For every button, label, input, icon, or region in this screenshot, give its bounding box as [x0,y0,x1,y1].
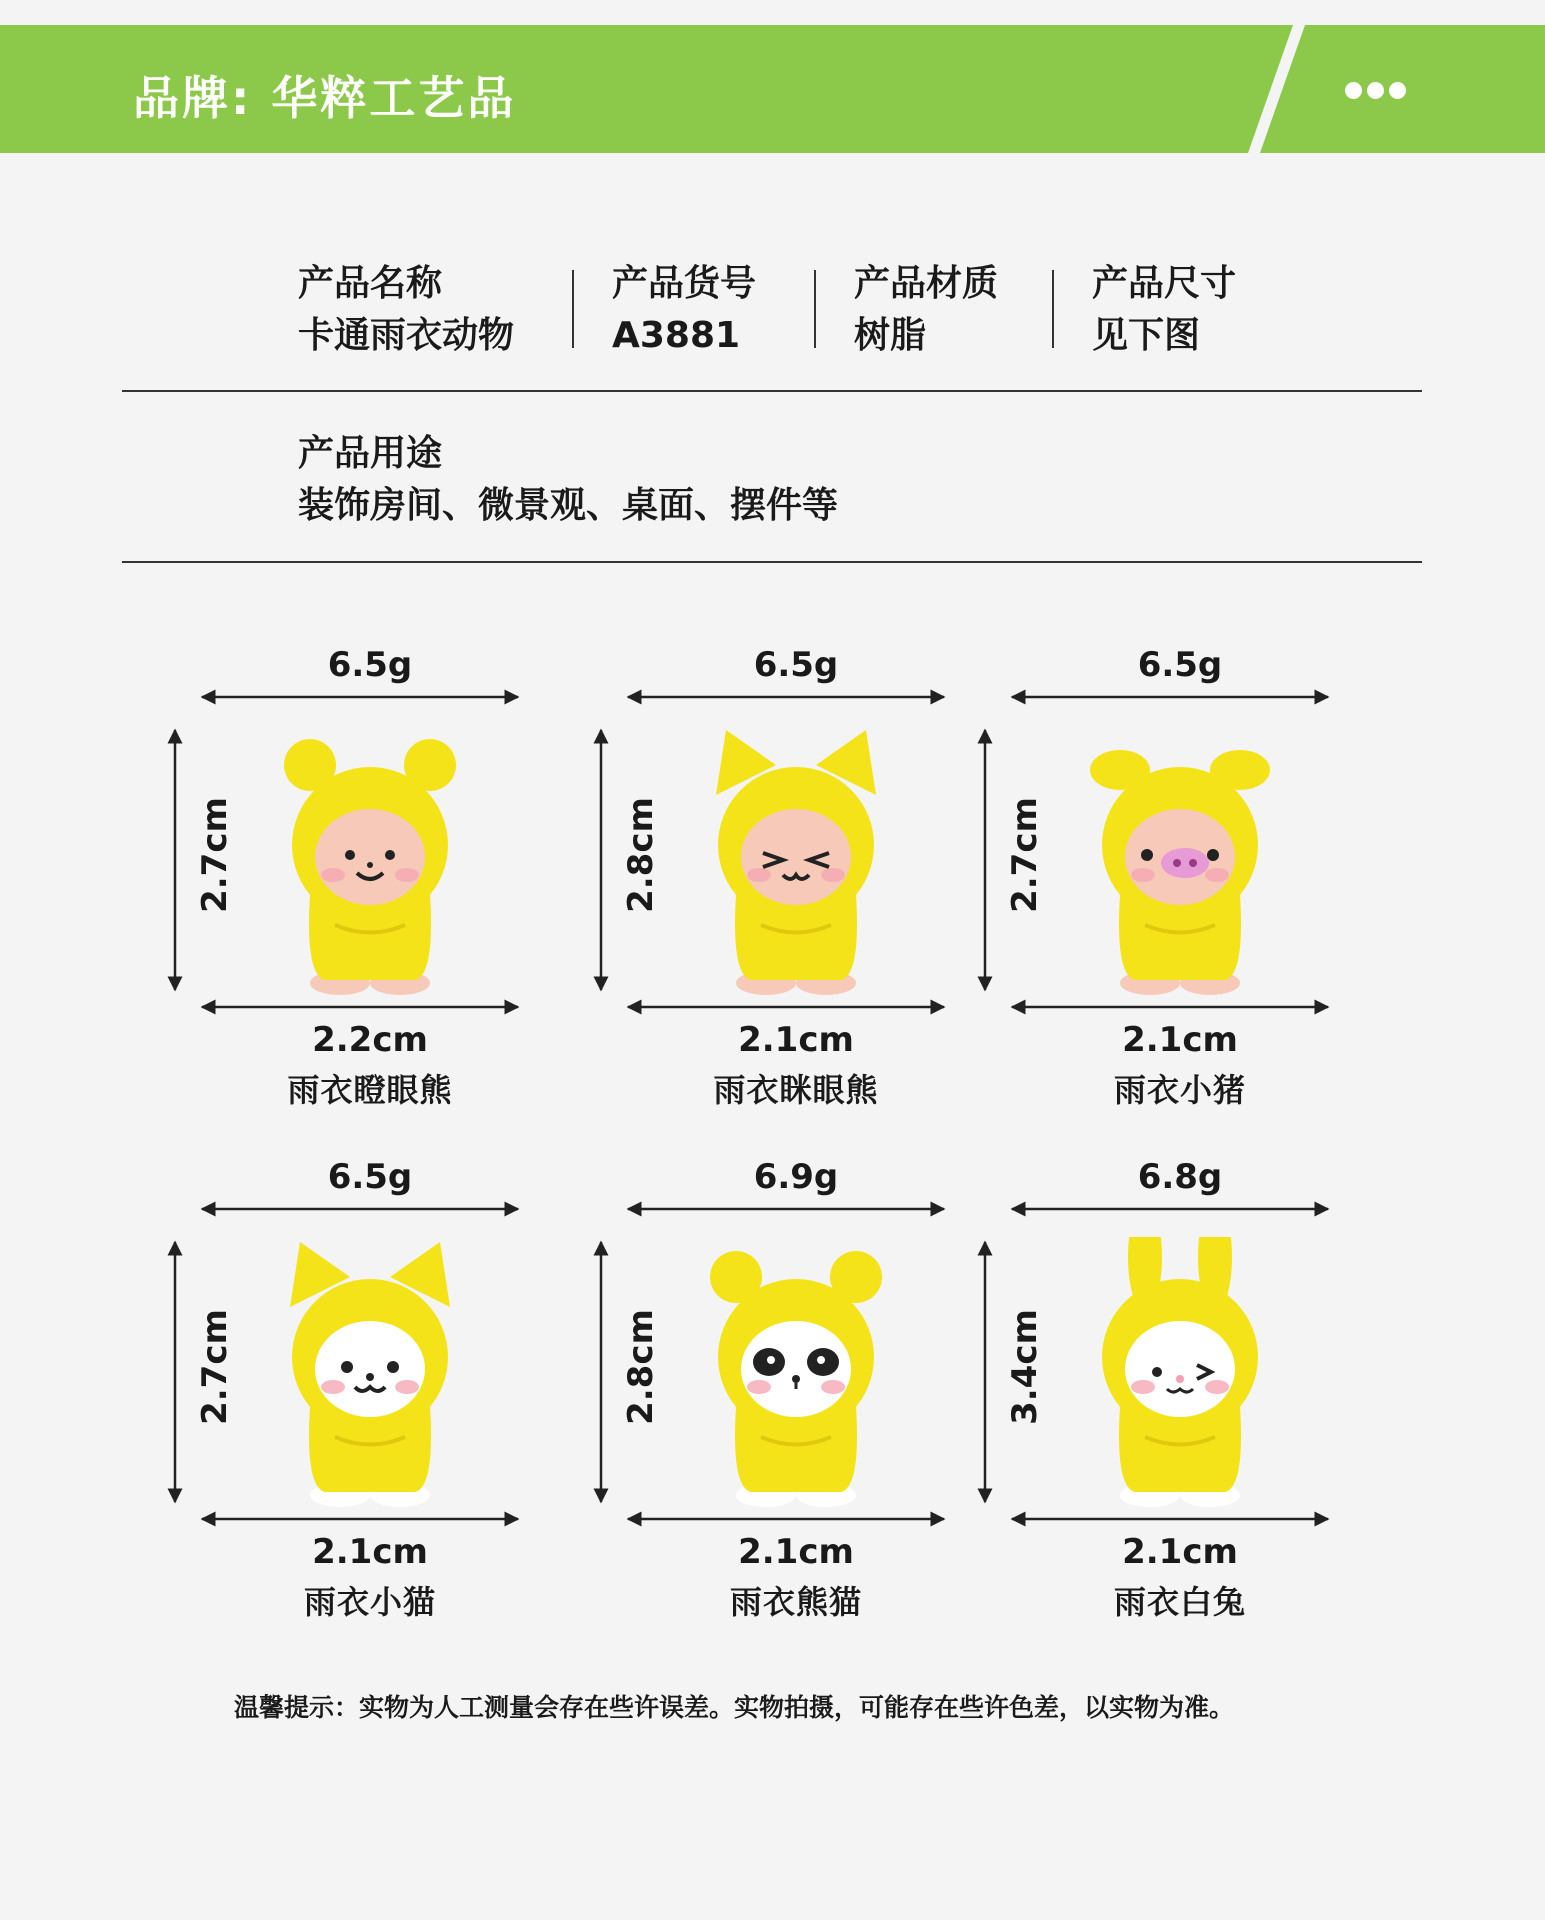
product-name: 雨衣小猫 [303,1583,436,1621]
spec-value: 卡通雨衣动物 [298,315,515,356]
spec-value: 树脂 [854,315,927,356]
product-name: 雨衣白兔 [1113,1583,1246,1621]
product-weight: 6.5g [327,645,413,685]
rabbit-figure [1075,1237,1285,1512]
product-weight: 6.5g [1137,645,1223,685]
divider [1052,270,1054,348]
spec-value: 见下图 [1092,315,1201,356]
product-card [195,1157,620,1667]
product-weight: 6.8g [1137,1157,1223,1197]
spec-code [612,258,756,362]
spec-label: 产品货号 [612,263,757,304]
product-width: 2.1cm [738,1532,854,1572]
spec-label: 产品尺寸 [1092,263,1237,304]
product-weight: 6.5g [327,1157,413,1197]
spec-name [298,258,514,362]
product-card [195,645,620,1155]
bear-squint-figure [691,725,901,1000]
cat-figure [265,1237,475,1512]
product-height: 2.8cm [621,797,661,913]
usage-label: 产品用途 [298,433,443,474]
product-card [1005,1157,1430,1667]
product-height: 2.7cm [1005,797,1045,913]
product-width: 2.1cm [738,1020,854,1060]
usage-value: 装饰房间、微景观、桌面、摆件等 [298,485,839,526]
bear-wide-eyes-figure [265,725,475,1000]
product-weight: 6.9g [753,1157,839,1197]
horizontal-rule [122,390,1422,392]
spec-label: 产品材质 [854,263,999,304]
disclaimer-note: 温馨提示：实物为人工测量会存在些许误差。实物拍摄，可能存在些许色差，以实物为准。 [234,1693,1235,1722]
product-height: 2.7cm [195,1309,235,1425]
brand-title: 品牌: 华粹工艺品 [133,71,517,125]
horizontal-rule [122,561,1422,563]
product-height: 3.4cm [1005,1309,1045,1425]
spec-material [854,258,998,362]
divider [572,270,574,348]
product-name: 雨衣瞪眼熊 [287,1071,453,1109]
product-weight: 6.5g [753,645,839,685]
product-width: 2.2cm [312,1020,428,1060]
more-dots-icon[interactable] [1345,82,1411,103]
product-height: 2.8cm [621,1309,661,1425]
spec-label: 产品名称 [298,263,443,304]
usage-section [298,428,838,532]
product-width: 2.1cm [1122,1020,1238,1060]
product-width: 2.1cm [312,1532,428,1572]
product-name: 雨衣小猪 [1113,1071,1246,1109]
pig-figure [1075,725,1285,1000]
divider [814,270,816,348]
product-width: 2.1cm [1122,1532,1238,1572]
spec-value: A3881 [612,315,741,356]
product-card [1005,645,1430,1155]
product-height: 2.7cm [195,797,235,913]
product-name: 雨衣眯眼熊 [713,1071,879,1109]
panda-figure [691,1237,901,1512]
product-name: 雨衣熊猫 [729,1583,862,1621]
spec-size [1092,258,1236,362]
